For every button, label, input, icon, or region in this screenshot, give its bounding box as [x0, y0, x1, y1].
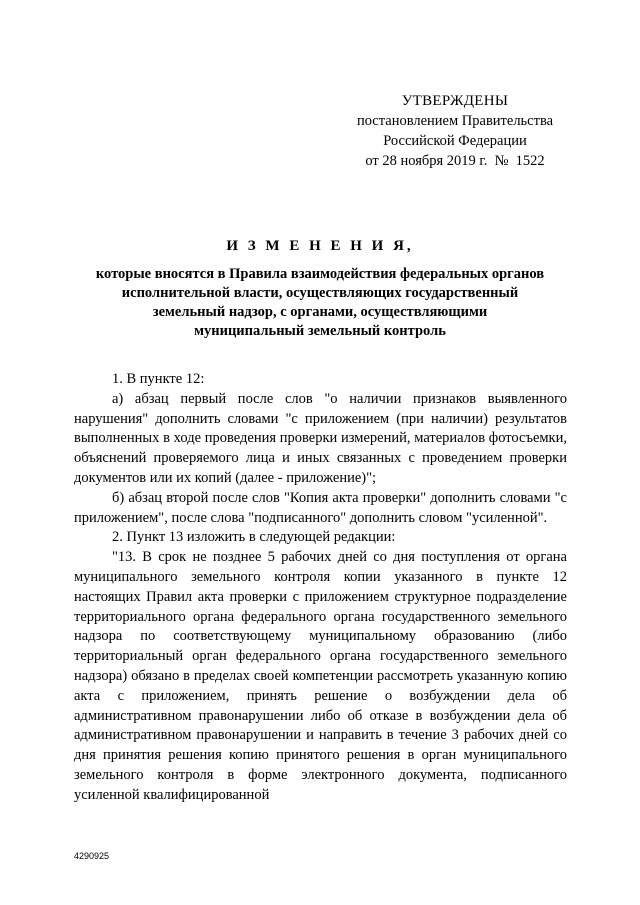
document-subheading	[70, 265, 570, 341]
document-heading: И З М Е Н Е Н И Я,	[226, 238, 414, 254]
paragraph-quoted-13: "13. В срок не позднее 5 рабочих дней со дня поступления от органа муниципального земельного контроля копии указанного в пункте 12 настоящих Правил акта проверки с приложением структурное подразделение территориального органа федерального органа государственного земельного надзора по соответствующему муниципальному образованию (либо территориальный орган федерального органа государственного земельного надзора) обязано в пределах своей компетенции рассмотреть указанную копию акта с приложением, принять решение о возбуждении дела об административном правонарушении либо об отказе в возбуждении дела об административном правонарушении и направить в течение 3 рабочих дней со дня принятия решения копию принятого решения в орган муниципального земельного контроля в форме электронного документа, подписанного усиленной квалифицированной	[74, 549, 567, 803]
approval-line: Российской Федерации	[383, 133, 527, 149]
approval-title: УТВЕРЖДЕНЫ	[401, 93, 509, 109]
paragraph-item-2: 2. Пункт 13 изложить в следующей редакции:	[112, 529, 396, 546]
paragraph-subitem-b: б) абзац второй после слов "Копия акта проверки" дополнить словами "с приложением", после слова "подписанного" дополнить словом "усиленной".	[74, 489, 567, 526]
subheading-line: земельный надзор, с органами, осуществляющими	[152, 304, 488, 320]
approval-date-number: от 28 ноября 2019 г. № 1522	[365, 153, 545, 169]
document-body	[74, 370, 567, 806]
subheading-line: которые вносятся в Правила взаимодействия федеральных органов	[95, 266, 545, 282]
subheading-line: муниципальный земельный контроль	[194, 323, 446, 339]
document-id: 4290925	[74, 851, 110, 861]
paragraph-item-1: 1. В пункте 12:	[112, 371, 205, 387]
subheading-line: исполнительной власти, осуществляющих государственный	[121, 285, 519, 301]
approval-block	[340, 91, 570, 171]
approval-line: постановлением Правительства	[356, 113, 554, 129]
paragraph-subitem-a: а) абзац первый после слов "о наличии признаков выявленного нарушения" дополнить словами "с приложением (при наличии) результатов выполненных в ходе проведения проверки измерений, материалов фотосъемки, объяснений проверяемого лица и иных связанных с проведением проверки документов или их копий (далее - приложение)";	[74, 390, 567, 486]
